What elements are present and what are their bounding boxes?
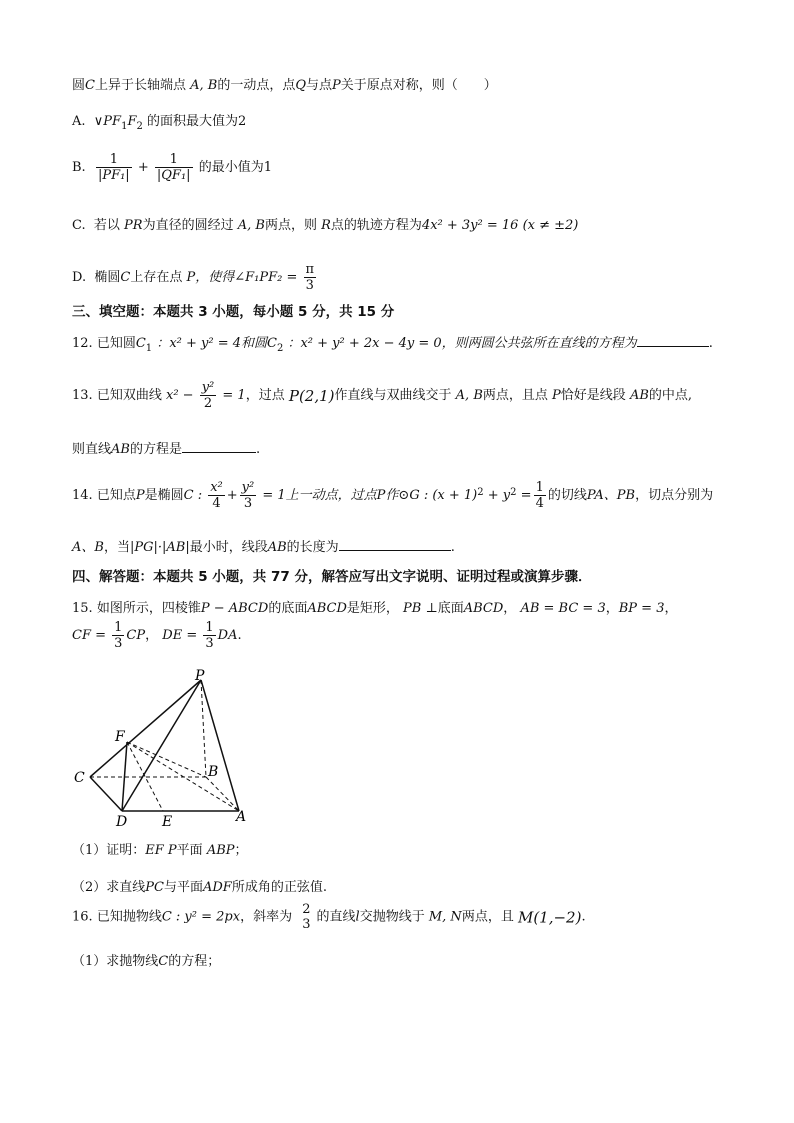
question-15-part-1: （1）证明：EF P平面 ABP；	[72, 843, 248, 858]
option-a: A. $\vee PF_1F_2$ 的面积最大值为2	[72, 114, 247, 132]
fraction: $\frac{1}{\text{|PF₁|}}$	[97, 152, 130, 183]
label-f: F	[115, 729, 125, 745]
fraction: $\frac{1}{3}$	[205, 620, 214, 651]
section-3-title: 三、填空题：本题共 3 小题，每小题 5 分，共 15 分	[72, 304, 395, 320]
question-14: 14. 已知点P是椭圆C : $\frac{\text{x²}}{4}$ + $\frac{\text{y²}}{3}$ = 1上一动点，过点P作⊙G : $(x + 1)^2 + y^2$ = $\frac{1}{4}$ 的切线PA、PB，切点分别为	[72, 480, 714, 511]
label-b: B	[208, 764, 219, 780]
answer-blank[interactable]	[182, 438, 256, 453]
label-d: D	[116, 814, 128, 828]
answer-blank[interactable]	[637, 332, 709, 347]
fraction: $\frac{\pi}{3}$	[305, 262, 315, 293]
fraction: $\frac{1}{4}$	[535, 480, 544, 511]
section-4-title: 四、解答题：本题共 5 小题，共 77 分，解答应写出文字说明、证明过程或演算步骤．	[72, 569, 592, 585]
label-c: C	[74, 770, 85, 786]
question-15: 15. 如图所示，四棱锥P − ABCD的底面ABCD是矩形， PB ⊥底面ABCD， AB = BC = 3，BP = 3，	[72, 601, 678, 616]
fraction: $\frac{1}{3}$	[114, 620, 123, 651]
question-13-line-2: 则直线AB的方程是 .	[72, 438, 260, 459]
fraction: $\frac{\text{y²}}{2}$	[201, 380, 215, 411]
question-16-part-1: （1）求抛物线C的方程；	[72, 954, 221, 969]
fraction: $\frac{1}{\text{|QF₁|}}$	[156, 152, 191, 183]
intro-line: 圆C上异于长轴端点 A, B的一动点，点Q与点P关于原点对称，则（ ）	[72, 78, 497, 93]
answer-blank[interactable]	[339, 536, 451, 551]
edge-fb	[127, 742, 206, 777]
question-12: 12. 已知圆$C_1$ ：x² + y² = 4和圆$C_2$ ：x² + y² + 2x − 4y = 0，则两圆公共弦所在直线的方程为 .	[72, 332, 713, 354]
label-a: A	[236, 809, 247, 825]
question-13: 13. 已知双曲线 x² − $\frac{\text{y²}}{2}$ = 1，过点 P(2,1)作直线与双曲线交于 A, B两点，且点 P恰好是线段 AB的中点,	[72, 380, 693, 411]
fraction: 2 3	[302, 902, 311, 932]
option-c: C. 若以 PR为直径的圆经过 A, B两点，则 R点的轨迹方程为4x² + 3y² = 16 (x ≠ ±2)	[72, 218, 579, 233]
label-p: P	[195, 668, 205, 684]
edge-cd	[90, 777, 122, 811]
question-15-line-2: CF = $\frac{1}{3}$ CP， DE = $\frac{1}{3}$ DA.	[72, 620, 242, 651]
label-e: E	[162, 814, 173, 828]
edge-pc	[90, 680, 201, 777]
question-16: 16. 已知抛物线C : y² = 2px，斜率为 2 3 的直线l交抛物线于 M, N两点，且 M(1,−2).	[72, 902, 586, 932]
option-d: D. 椭圆C上存在点 P，使得∠F₁PF₂ = $\frac{\pi}{3}$	[72, 262, 315, 293]
pyramid-figure	[70, 668, 270, 828]
question-15-part-2: （2）求直线PC与平面ADF所成角的正弦值.	[72, 880, 327, 895]
question-14-line-2: A、B，当|PG|·|AB|最小时，线段AB的长度为 .	[72, 536, 455, 557]
option-b: B. $\frac{1}{\text{|PF₁|}}$ + $\frac{1}{\text{|QF₁|}}$ 的最小值为1	[72, 152, 272, 183]
fraction: $\frac{\text{x²}}{4}$	[210, 480, 223, 511]
fraction: $\frac{\text{y²}}{3}$	[241, 480, 255, 511]
